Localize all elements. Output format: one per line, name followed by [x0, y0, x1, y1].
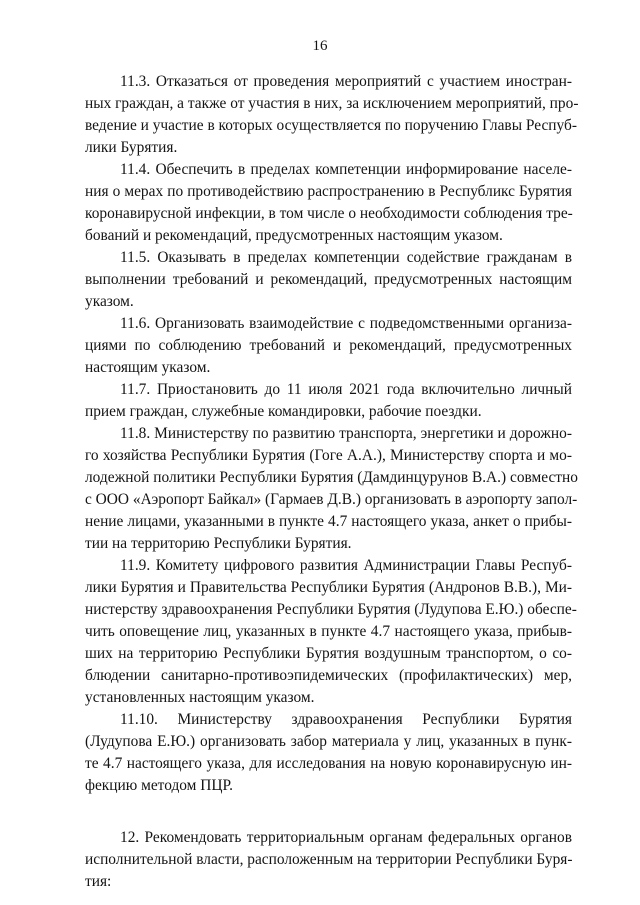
text-line: ших на территорию Республики Бурятия воздушным транспортом, о со- — [85, 645, 572, 662]
text-line: блюдении санитарно-противоэпидемических (профилактических) мер, — [85, 667, 572, 684]
text-line: чить оповещение лиц, указанных в пункте 4.7 настоящего указа, прибыв- — [85, 623, 572, 640]
paragraph — [85, 709, 572, 797]
text-line: коронавирусной инфекции, в том числе о необходимости соблюдения тре- — [85, 205, 573, 222]
text-line: 11.8. Министерству по развитию транспорта, энергетики и дорожно- — [120, 425, 572, 442]
text-line: указом. — [85, 293, 134, 310]
text-line: исполнительной власти, расположенным на территории Республики Буря- — [85, 851, 573, 868]
text-line: 11.3. Отказаться от проведения мероприятий с участием иностран- — [120, 73, 572, 90]
text-line: 11.7. Приостановить до 11 июля 2021 года включительно личный — [120, 381, 572, 398]
text-line: бований и рекомендаций, предусмотренных настоящим указом. — [85, 227, 503, 244]
text-line: ных граждан, а также от участия в них, за исключением мероприятий, про- — [85, 95, 579, 112]
text-line: ведение и участие в которых осуществляется по поручению Главы Респуб- — [85, 117, 577, 134]
text-line: тии на территорию Республики Бурятия. — [85, 535, 352, 552]
text-line: ния о мерах по противодействию распространению в Республикс Бурятия — [85, 183, 572, 200]
page-number: 16 — [312, 38, 328, 54]
text-line: 12. Рекомендовать территориальным органам федеральных органов — [120, 829, 572, 846]
paragraph — [85, 313, 572, 379]
paragraph — [85, 247, 572, 313]
text-line: установленных настоящим указом. — [85, 689, 315, 706]
text-line: те 4.7 настоящего указа, для исследования на новую коронавирусную ин- — [85, 755, 572, 772]
text-line: 11.4. Обеспечить в пределах компетенции информирование населе- — [120, 161, 572, 178]
text-line: тия: — [85, 873, 112, 890]
paragraph — [85, 71, 579, 159]
paragraph — [85, 379, 572, 423]
text-line: (Лудупова Е.Ю.) организовать забор материала у лиц, указанных в пунк- — [85, 733, 572, 750]
text-line: го хозяйства Республики Бурятия (Гоге А.А.), Министерству спорта и мо- — [85, 447, 572, 464]
text-line: 11.9. Комитету цифрового развития Администрации Главы Респуб- — [120, 557, 572, 574]
text-line: с ООО «Аэропорт Байкал» (Гармаев Д.В.) организовать в аэропорту запол- — [85, 491, 578, 508]
text-line: нение лицами, указанными в пункте 4.7 настоящего указа, анкет о прибы- — [85, 513, 572, 530]
text-line: настоящим указом. — [85, 359, 211, 376]
paragraph — [85, 827, 572, 893]
text-line: нистерству здравоохранения Республики Бурятия (Лудупова Е.Ю.) обеспе- — [85, 601, 577, 618]
text-line: 11.10. Министерству здравоохранения Республики Бурятия — [120, 711, 572, 728]
text-line: лодежной политики Республики Бурятия (Дамдинцурунов В.А.) совместно — [85, 469, 578, 486]
text-line: выполнении требований и рекомендаций, предусмотренных настоящим — [85, 271, 572, 288]
paragraph — [85, 555, 577, 709]
text-line: лики Бурятия. — [85, 139, 178, 156]
text-line: лики Бурятия и Правительства Республики Бурятия (Андронов В.В.), Ми- — [85, 579, 572, 596]
text-line: циями по соблюдению требований и рекомендаций, предусмотренных — [85, 337, 572, 354]
text-line: фекцию методом ПЦР. — [85, 777, 233, 794]
text-line: прием граждан, служебные командировки, рабочие поездки. — [85, 403, 482, 420]
text-line: 11.5. Оказывать в пределах компетенции содействие гражданам в — [120, 249, 572, 266]
paragraph — [85, 423, 578, 555]
paragraph — [85, 159, 572, 247]
text-line: 11.6. Организовать взаимодействие с подведомственными организа- — [120, 315, 572, 332]
